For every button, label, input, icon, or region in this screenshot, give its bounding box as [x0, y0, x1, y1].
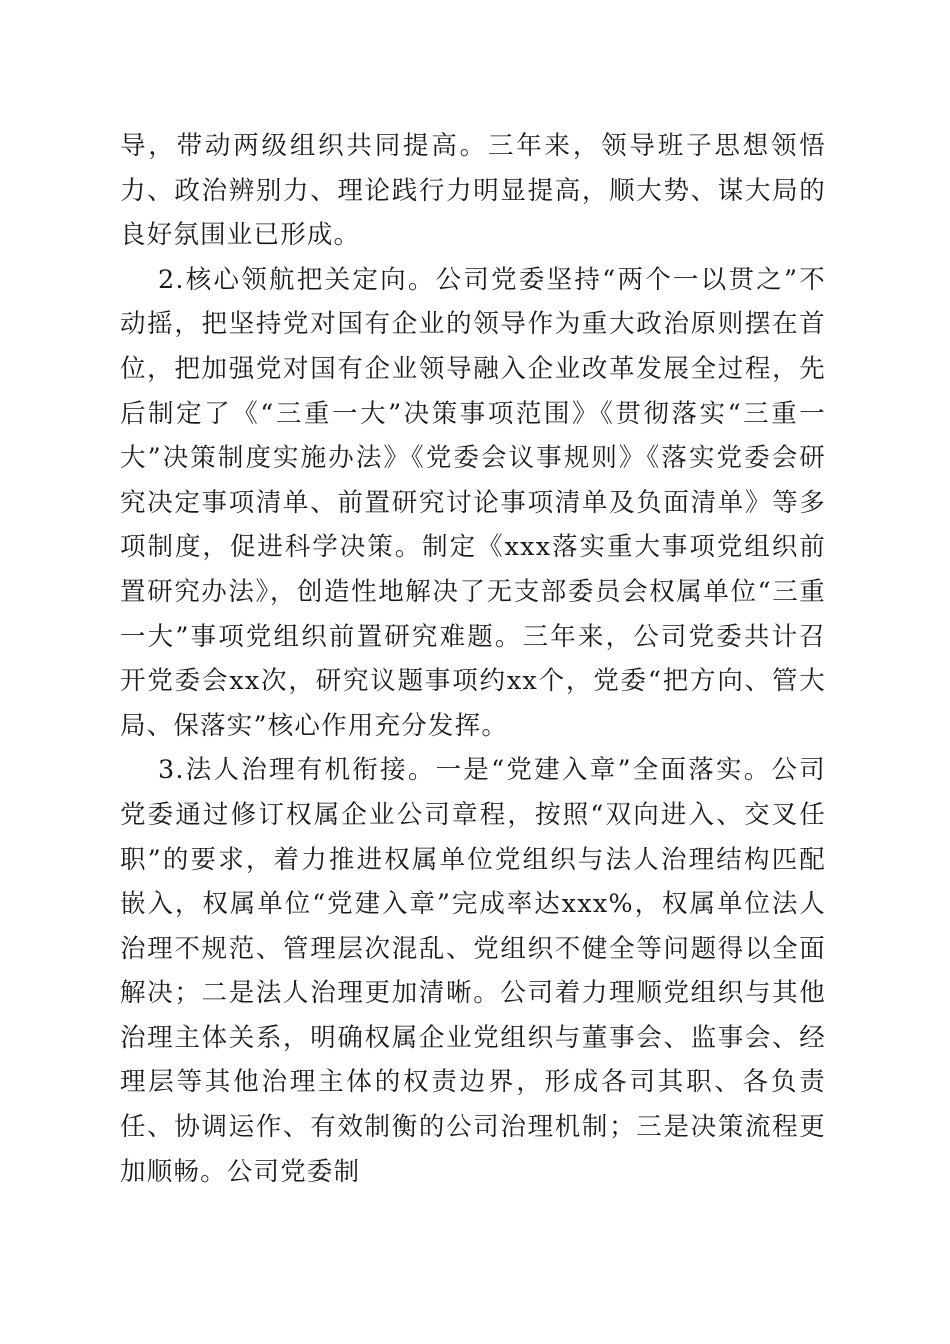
document-body	[120, 124, 826, 1194]
paragraph-corporate-governance: 3.法人治理有机衔接。一是“党建入章”全面落实。公司党委通过修订权属企业公司章程，按照“双向进入、交叉任职”的要求，着力推进权属单位党组织与法人治理结构匹配嵌入，权属单位“党建入章”完成率达xxx%，权属单位法人治理不规范、管理层次混乱、党组织不健全等问题得以全面解决；二是法人治理更加清晰。公司着力理顺党组织与其他治理主体关系，明确权属企业党组织与董事会、监事会、经理层等其他治理主体的权责边界，形成各司其职、各负责任、协调运作、有效制衡的公司治理机制；三是决策流程更加顺畅。公司党委制	[120, 755, 826, 1187]
paragraph-core-leadership: 2.核心领航把关定向。公司党委坚持“两个一以贯之”不动摇，把坚持党对国有企业的领导作为重大政治原则摆在首位，把加强党对国有企业领导融入企业改革发展全过程，先后制定了《“三重一大”决策事项范围》《贯彻落实“三重一大”决策制度实施办法》《党委会议事规则》《落实党委会研究决定事项清单、前置研究讨论事项清单及负面清单》等多项制度，促进科学决策。制定《xxx落实重大事项党组织前置研究办法》，创造性地解决了无支部委员会权属单位“三重一大”事项党组织前置研究难题。三年来，公司党委共计召开党委会xx次，研究议题事项约xx个，党委“把方向、管大局、保落实”核心作用充分发挥。	[120, 264, 826, 741]
paragraph-continuation: 导，带动两级组织共同提高。三年来，领导班子思想领悟力、政治辨别力、理论践行力明显提高，顺大势、谋大局的良好氛围业已形成。	[120, 131, 826, 251]
